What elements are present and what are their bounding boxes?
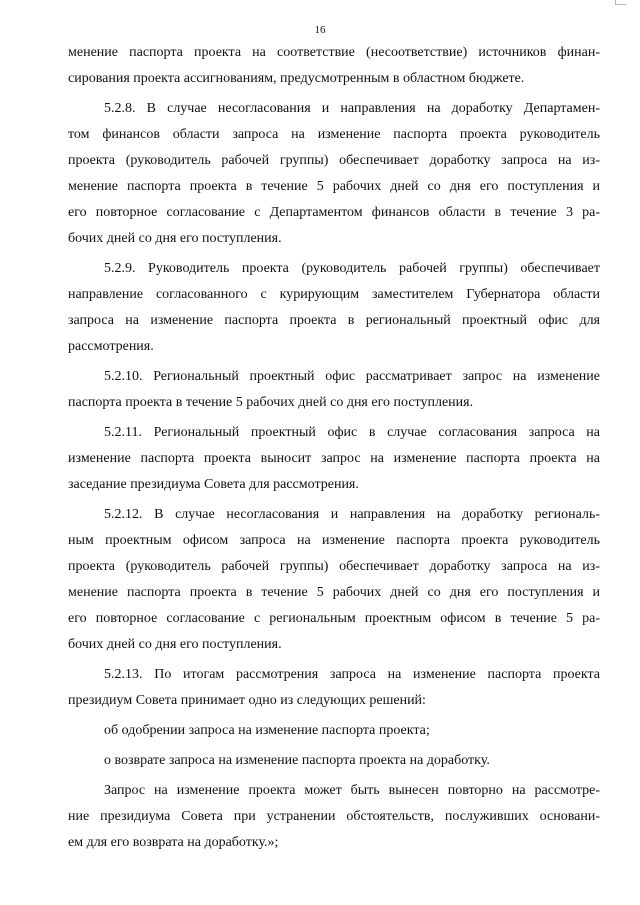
text-line: президиум Совета принимает одно из следующих решений: — [68, 693, 426, 708]
text-line: менение паспорта проекта в течение 5 рабочих дней со дня его поступления и — [68, 585, 600, 600]
paragraph-resubmission — [68, 778, 600, 856]
text-line: ным проектным офисом запроса на изменение паспорта проекта руководитель — [68, 533, 600, 548]
paragraph-5-2-8 — [68, 96, 600, 252]
text-line: рассмотрения. — [68, 339, 154, 354]
decision-option-return — [68, 748, 600, 774]
text-line: том финансов области запроса на изменение паспорта проекта руководитель — [68, 127, 600, 142]
text-line: запроса на изменение паспорта проекта в региональный проектный офис для — [68, 313, 600, 328]
text-line: менение паспорта проекта на соответствие (несоответствие) источников финан- — [68, 45, 600, 60]
document-body — [68, 40, 600, 856]
decision-option-approve — [68, 718, 600, 744]
paragraph-continuation — [68, 40, 600, 92]
paragraph-5-2-9 — [68, 256, 600, 360]
text-line: сирования проекта ассигнованиям, предусмотренным в областном бюджете. — [68, 71, 525, 86]
text-line: 5.2.10. Региональный проектный офис рассматривает запрос на изменение — [104, 369, 600, 384]
text-line: проекта (руководитель рабочей группы) обеспечивает доработку запроса на из- — [68, 559, 600, 574]
page-number: 16 — [314, 24, 326, 36]
text-line: 5.2.9. Руководитель проекта (руководитель рабочей группы) обеспечивает — [104, 261, 600, 276]
text-line: ем для его возврата на доработку.»; — [68, 835, 279, 850]
text-line: менение паспорта проекта в течение 5 рабочих дней со дня его поступления и — [68, 179, 600, 194]
paragraph-5-2-10 — [68, 364, 600, 416]
text-line: бочих дней со дня его поступления. — [68, 637, 282, 652]
paragraph-5-2-13 — [68, 662, 600, 714]
text-line: изменение паспорта проекта выносит запрос на изменение паспорта проекта на — [68, 451, 600, 466]
text-line: его повторное согласование с региональным проектным офисом в течение 5 ра- — [68, 611, 600, 626]
paragraph-5-2-11 — [68, 420, 600, 498]
text-line: о возврате запроса на изменение паспорта проекта на доработку. — [104, 753, 490, 768]
text-line: направление согласованного с курирующим заместителем Губернатора области — [68, 287, 600, 302]
text-line: бочих дней со дня его поступления. — [68, 231, 282, 246]
text-line: Запрос на изменение проекта может быть вынесен повторно на рассмотре- — [104, 783, 600, 798]
paragraph-5-2-12 — [68, 502, 600, 658]
text-line: ние президиума Совета при устранении обстоятельств, послуживших основани- — [68, 809, 600, 824]
text-line: проекта (руководитель рабочей группы) обеспечивает доработку запроса на из- — [68, 153, 600, 168]
text-line: его повторное согласование с Департаментом финансов области в течение 3 ра- — [68, 205, 600, 220]
text-line: заседание президиума Совета для рассмотрения. — [68, 477, 359, 492]
corner-mark-icon — [615, 0, 626, 5]
text-line: 5.2.11. Региональный проектный офис в случае согласования запроса на — [104, 425, 600, 440]
text-line: об одобрении запроса на изменение паспорта проекта; — [104, 723, 430, 738]
text-line: 5.2.13. По итогам рассмотрения запроса на изменение паспорта проекта — [104, 667, 600, 682]
text-line: 5.2.8. В случае несогласования и направления на доработку Департамен- — [104, 101, 600, 116]
text-line: 5.2.12. В случае несогласования и направления на доработку региональ- — [104, 507, 600, 522]
text-line: паспорта проекта в течение 5 рабочих дней со дня его поступления. — [68, 395, 474, 410]
